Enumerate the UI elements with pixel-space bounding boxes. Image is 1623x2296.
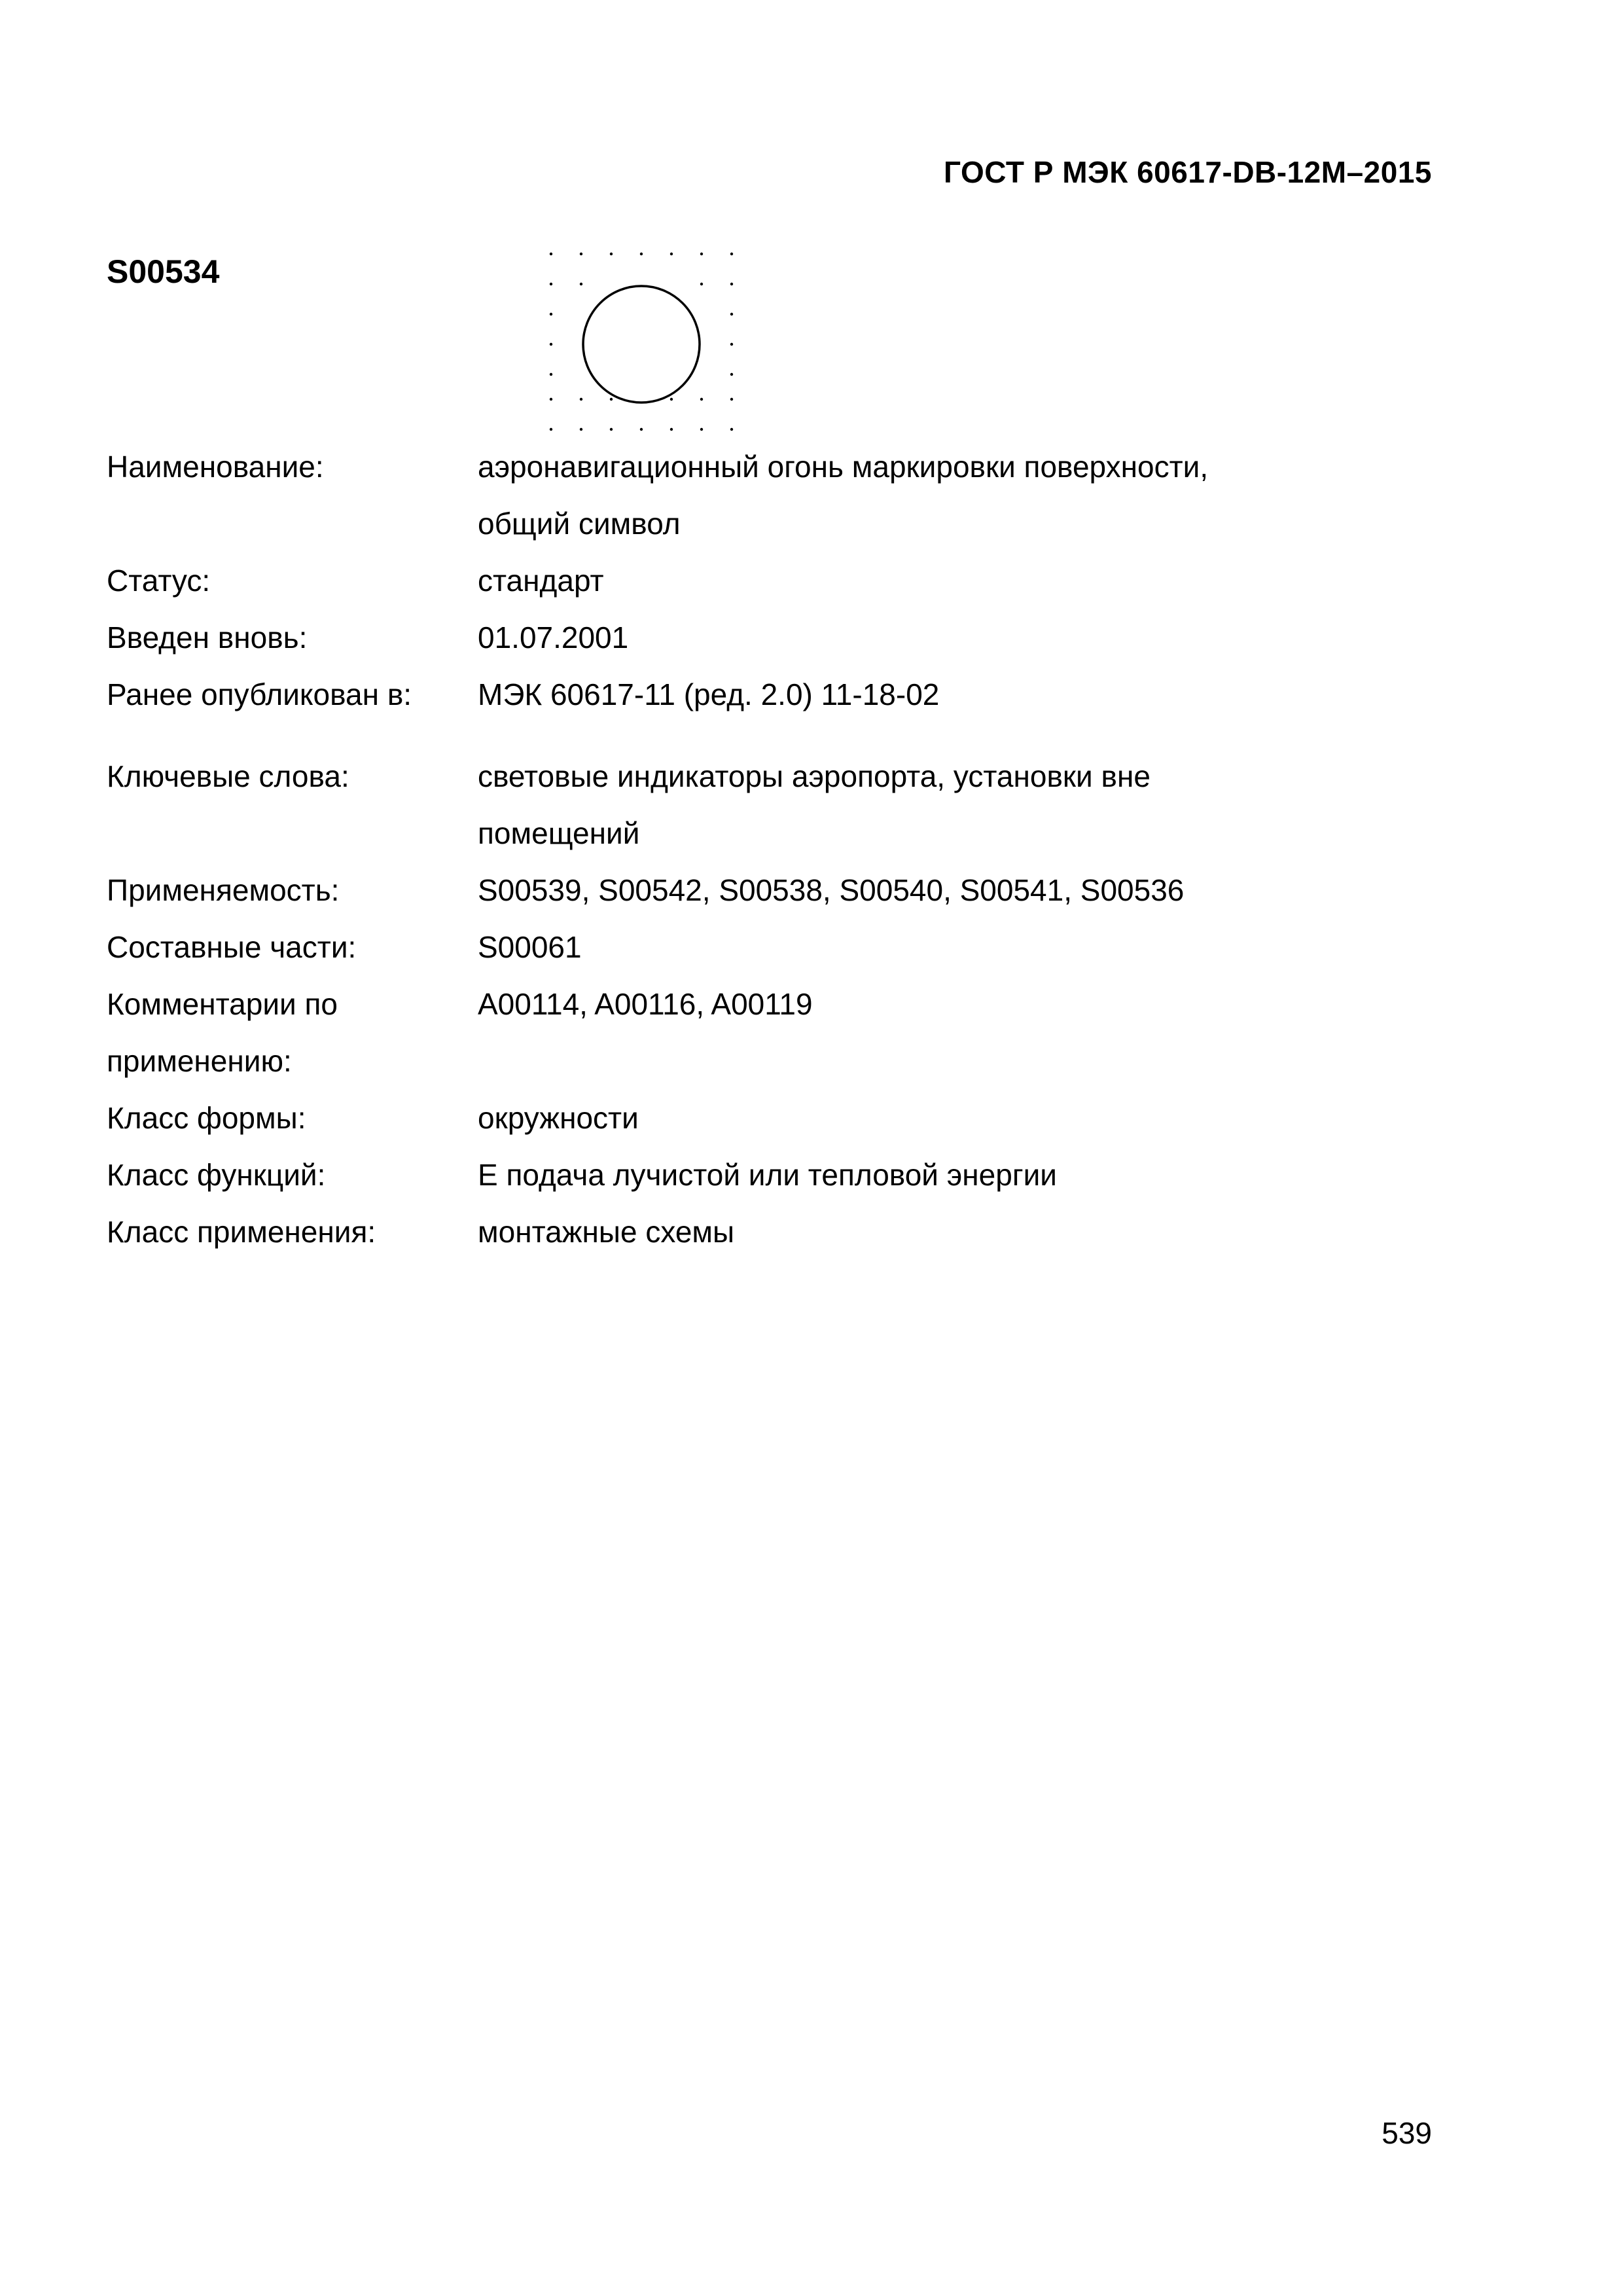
field-label: Класс применения: — [107, 1215, 376, 1249]
field-keywords — [107, 748, 1481, 862]
field-label: Введен вновь: — [107, 620, 308, 655]
page-number: 539 — [1382, 2116, 1432, 2150]
field-value: помещений — [478, 816, 640, 850]
symbol-id: S00534 — [107, 253, 220, 290]
field-value: аэронавигационный огонь маркировки поверхности, — [478, 450, 1209, 484]
field-comments — [107, 976, 1481, 1090]
field-label: Комментарии по — [107, 987, 338, 1021]
field-label: Ранее опубликован в: — [107, 677, 412, 711]
light-symbol-circle — [583, 286, 700, 403]
field-label: Наименование: — [107, 450, 324, 484]
field-value: МЭК 60617-11 (ред. 2.0) 11-18-02 — [478, 677, 940, 711]
standard-code: ГОСТ Р МЭК 60617-DB-12M–2015 — [944, 155, 1432, 189]
field-applicability — [107, 862, 1481, 919]
field-label: Составные части: — [107, 930, 357, 964]
field-name — [107, 439, 1481, 552]
symbol-figure — [537, 247, 740, 437]
field-value: S00061 — [478, 930, 582, 964]
symbol-fields — [107, 439, 1481, 1261]
field-introduced — [107, 609, 1481, 666]
field-application-class — [107, 1204, 1481, 1261]
field-published-in — [107, 666, 1481, 723]
field-label: применению: — [107, 1044, 292, 1078]
field-label: Применяемость: — [107, 873, 340, 907]
field-status — [107, 552, 1481, 609]
field-value: S00539, S00542, S00538, S00540, S00541, S00536 — [478, 873, 1185, 907]
field-value: окружности — [478, 1101, 639, 1135]
field-value: стандарт — [478, 564, 604, 598]
field-value: 01.07.2001 — [478, 620, 629, 655]
field-value: E подача лучистой или тепловой энергии — [478, 1158, 1057, 1192]
field-label: Класс функций: — [107, 1158, 326, 1192]
field-value: общий символ — [478, 507, 681, 541]
field-label: Статус: — [107, 564, 211, 598]
field-components — [107, 919, 1481, 976]
field-label: Класс формы: — [107, 1101, 306, 1135]
field-shape-class — [107, 1090, 1481, 1147]
field-label: Ключевые слова: — [107, 759, 349, 793]
grid-dots — [550, 253, 733, 431]
field-value: световые индикаторы аэропорта, установки вне — [478, 759, 1150, 793]
field-function-class — [107, 1147, 1481, 1204]
field-value: A00114, A00116, A00119 — [478, 987, 813, 1021]
field-value: монтажные схемы — [478, 1215, 735, 1249]
